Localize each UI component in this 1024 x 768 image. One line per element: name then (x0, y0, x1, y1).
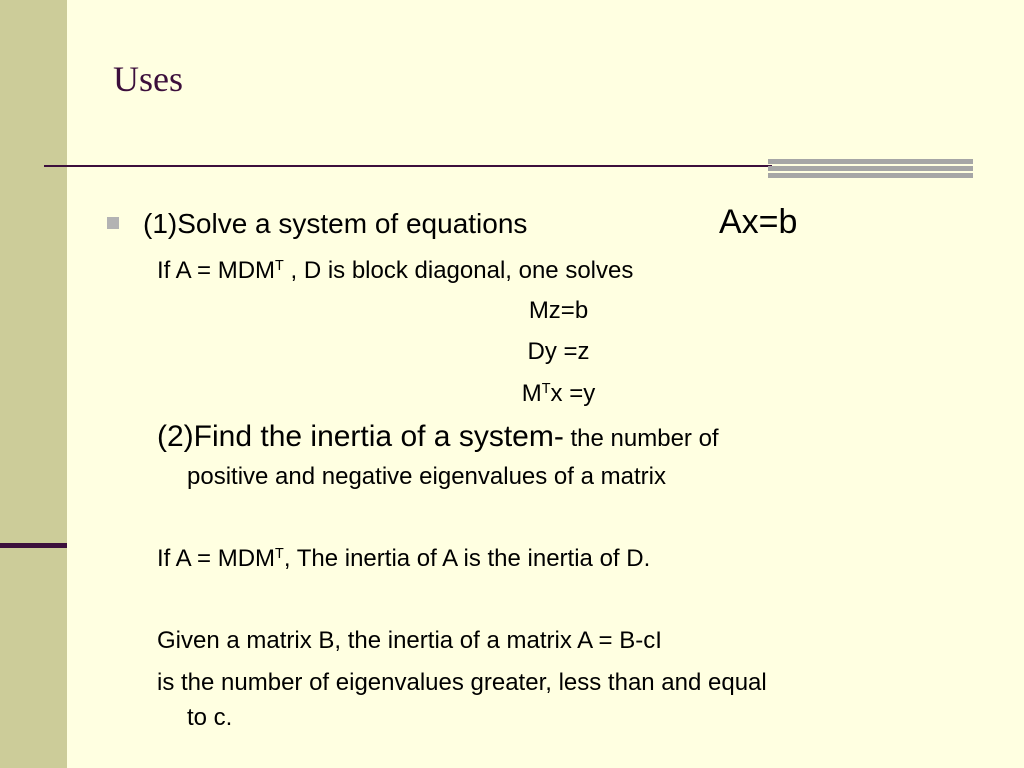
item1-formula: Ax=b (719, 203, 798, 241)
title-divider (44, 165, 772, 167)
decorative-bars (768, 159, 973, 178)
bullet-icon (107, 217, 119, 229)
equation-mtx: $M^Tx =y$ (521, 380, 596, 407)
is-line: is the number of eigenvalues greater, less than and equal (157, 669, 767, 696)
item1-text: (1)Solve a system of equations (143, 208, 528, 239)
slide-title: Uses (113, 59, 183, 99)
is-line-continuation: to c. (187, 704, 233, 731)
sidebar-accent-line (0, 543, 67, 548)
item2-continuation: positive and negative eigenvalues of a matrix (187, 463, 666, 490)
item2-line: (2)Find the inertia of a system- the number of (157, 420, 719, 453)
if-line-2: If $A = MDM^T$, The inertia of A is the inertia of D. (157, 545, 651, 572)
given-line: Given a matrix B, the inertia of a matrix A = B-cI (157, 627, 662, 654)
equation-dy: Dy =z (527, 338, 590, 365)
equation-mz: Mz=b (528, 297, 589, 324)
if-line-1: If $A = MDM^T$ , D is block diagonal, one solves (157, 257, 634, 284)
